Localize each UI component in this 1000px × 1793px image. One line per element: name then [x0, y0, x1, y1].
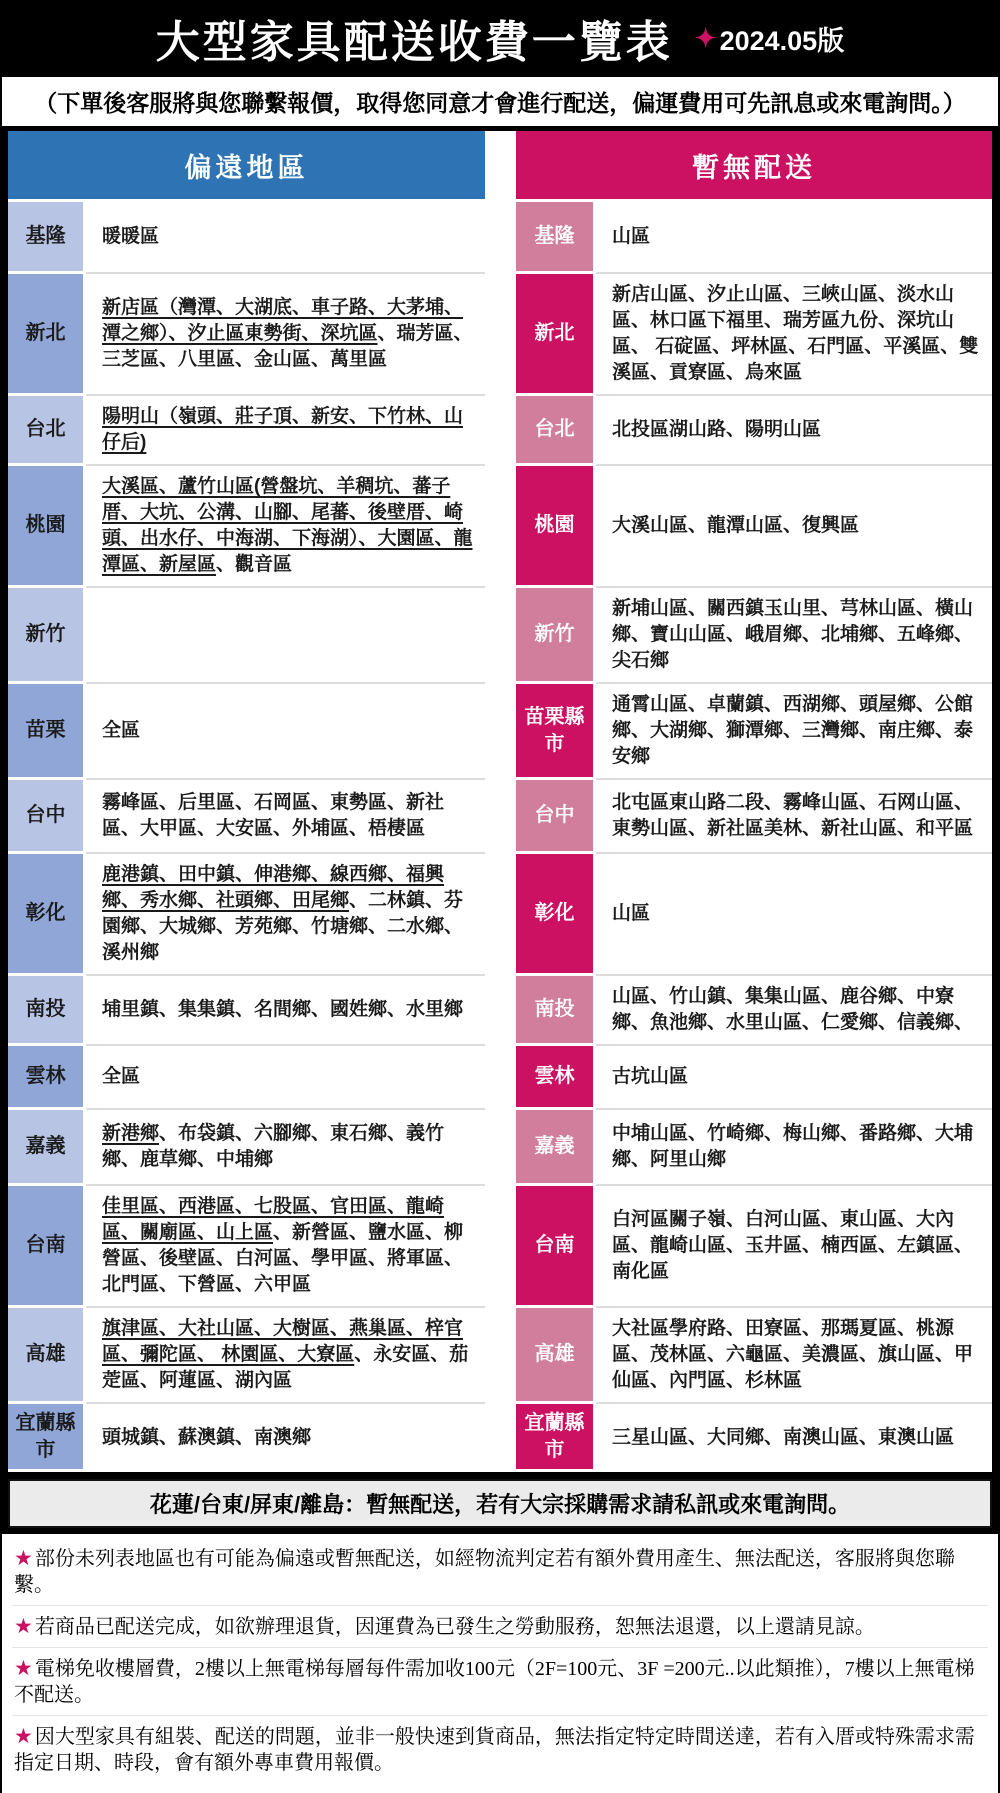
- remote-region-label: 新北: [8, 274, 86, 396]
- no-delivery-region-label: 彰化: [516, 854, 596, 976]
- table-row: [8, 1308, 992, 1404]
- column-divider: [485, 1308, 516, 1404]
- no-delivery-region-label: 台北: [516, 396, 596, 466]
- no-delivery-areas: 北屯區東山路二段、霧峰山區、石网山區、東勢山區、新社區美林、新社山區、和平區: [596, 780, 992, 854]
- table-row: [8, 1404, 992, 1472]
- page-title: 大型家具配送收費一覽表: [155, 18, 673, 67]
- no-delivery-areas: 白河區關子嶺、白河山區、東山區、大內區、龍崎山區、玉井區、楠西區、左鎮區、南化區: [596, 1186, 992, 1308]
- table-row: [8, 976, 992, 1046]
- table-row: [8, 396, 992, 466]
- no-delivery-region-label: 宜蘭縣市: [516, 1404, 596, 1472]
- remote-region-areas: 新港鄉、布袋鎮、六腳鄉、東石鄉、義竹鄉、鹿草鄉、中埔鄉: [86, 1110, 485, 1186]
- table-row: [8, 684, 992, 780]
- remote-region-label: 南投: [8, 976, 86, 1046]
- no-delivery-areas: 新埔山區、關西鎮玉山里、芎林山區、橫山鄉、寶山山區、峨眉鄉、北埔鄉、五峰鄉、尖石鄉: [596, 588, 992, 684]
- table-row: [8, 1110, 992, 1186]
- column-divider: [485, 274, 516, 396]
- no-delivery-areas: 山區、竹山鎮、集集山區、鹿谷鄉、中寮鄉、魚池鄉、水里山區、仁愛鄉、信義鄉、: [596, 976, 992, 1046]
- remote-region-label: 雲林: [8, 1046, 86, 1110]
- remote-region-label: 彰化: [8, 854, 86, 976]
- remote-region-label: 台南: [8, 1186, 86, 1308]
- column-divider: [485, 854, 516, 976]
- no-delivery-region-label: 南投: [516, 976, 596, 1046]
- star-icon: ★: [14, 1615, 33, 1638]
- remote-region-label: 基隆: [8, 202, 86, 274]
- column-divider: [485, 684, 516, 780]
- no-delivery-region-label: 高雄: [516, 1308, 596, 1404]
- star-icon: ★: [14, 1725, 33, 1748]
- remote-region-areas: 大溪區、蘆竹山區(營盤坑、羊稠坑、蕃子厝、大坑、公溝、山腳、尾蕃、後壁厝、崎頭、出水仔、中海湖、下海湖）、大園區、龍潭區、新屋區、觀音區: [86, 466, 485, 588]
- remote-region-label: 台北: [8, 396, 86, 466]
- no-delivery-region-label: 基隆: [516, 202, 596, 274]
- no-delivery-areas: 北投區湖山路、陽明山區: [596, 396, 992, 466]
- column-divider: [485, 976, 516, 1046]
- column-divider: [485, 1186, 516, 1308]
- footnote: ★ 因大型家具有組裝、配送的問題，並非一般快速到貨商品，無法指定特定時間送達，若有入厝或特殊需求需指定日期、時段，會有額外專車費用報價。: [14, 1725, 975, 1774]
- no-delivery-region-label: 桃園: [516, 466, 596, 588]
- remote-region-label: 嘉義: [8, 1110, 86, 1186]
- table-row: [8, 854, 992, 976]
- diamond-star-icon: ✦: [694, 22, 717, 53]
- delivery-table: [8, 131, 992, 1472]
- version-badge: [695, 19, 844, 58]
- table-row: [8, 1186, 992, 1308]
- no-delivery-areas: 通霄山區、卓蘭鎮、西湖鄉、頭屋鄉、公館鄉、大湖鄉、獅潭鄉、三灣鄉、南庄鄉、泰安鄉: [596, 684, 992, 780]
- remote-region-label: 台中: [8, 780, 86, 854]
- table-row: [8, 466, 992, 588]
- remote-region-areas: 鹿港鎮、田中鎮、伸港鄉、線西鄉、福興鄉、秀水鄉、社頭鄉、田尾鄉、二林鎮、芬園鄉、大城鄉、芳苑鄉、竹塘鄉、二水鄉、溪州鄉: [86, 854, 485, 976]
- remote-region-areas: 頭城鎮、蘇澳鎮、南澳鄉: [86, 1404, 485, 1472]
- remote-region-areas: 埔里鎮、集集鎮、名間鄉、國姓鄉、水里鄉: [86, 976, 485, 1046]
- table-row: [8, 274, 992, 396]
- table-row: [8, 780, 992, 854]
- remote-region-areas: 新店區（灣潭、大湖底、車子路、大茅埔、潭之鄉）、汐止區東勢街、深坑區、瑞芳區、三芝區、八里區、金山區、萬里區: [86, 274, 485, 396]
- column-header-remote-areas: 偏遠地區: [8, 131, 485, 199]
- table-row: [8, 588, 992, 684]
- column-divider: [485, 202, 516, 274]
- no-delivery-areas: 新店山區、汐止山區、三峽山區、淡水山區、林口區下福里、瑞芳區九份、深坑山區、 石碇區、坪林區、石門區、平溪區、雙溪區、貢寮區、烏來區: [596, 274, 992, 396]
- column-divider: [485, 1404, 516, 1472]
- subtitle-note: （下單後客服將與您聯繫報價，取得您同意才會進行配送，偏運費用可先訊息或來電詢問。）: [2, 77, 998, 126]
- bottom-banner: 花蓮/台東/屏東/離島：暫無配送，若有大宗採購需求請私訊或來電詢問。: [8, 1479, 992, 1528]
- no-delivery-region-label: 雲林: [516, 1046, 596, 1110]
- remote-region-label: 苗栗: [8, 684, 86, 780]
- remote-region-label: 宜蘭縣市: [8, 1404, 86, 1472]
- no-delivery-areas: 三星山區、大同鄉、南澳山區、東澳山區: [596, 1404, 992, 1472]
- column-divider: [485, 588, 516, 684]
- footnotes: [2, 1534, 998, 1793]
- footnote: ★ 若商品已配送完成，如欲辦理退貨，因運費為已發生之勞動服務，恕無法退還，以上還請見諒。: [12, 1606, 988, 1648]
- remote-region-label: 高雄: [8, 1308, 86, 1404]
- no-delivery-region-label: 新竹: [516, 588, 596, 684]
- remote-region-areas: 全區: [86, 684, 485, 780]
- column-header-no-delivery: 暫無配送: [516, 131, 992, 199]
- remote-region-areas: 全區: [86, 1046, 485, 1110]
- column-divider: [485, 131, 516, 199]
- column-divider: [485, 466, 516, 588]
- column-divider: [485, 396, 516, 466]
- remote-region-areas: [86, 588, 485, 684]
- column-divider: [485, 1110, 516, 1186]
- no-delivery-region-label: 新北: [516, 274, 596, 396]
- remote-region-areas: 霧峰區、后里區、石岡區、東勢區、新社區、大甲區、大安區、外埔區、梧棲區: [86, 780, 485, 854]
- no-delivery-region-label: 台中: [516, 780, 596, 854]
- no-delivery-region-label: 台南: [516, 1186, 596, 1308]
- no-delivery-areas: 古坑山區: [596, 1046, 992, 1110]
- remote-region-areas: 旗津區、大社山區、大樹區、燕巢區、梓官區、彌陀區、 林園區、大寮區、永安區、茄萣區、阿蓮區、湖內區: [86, 1308, 485, 1404]
- remote-region-areas: 暖暖區: [86, 202, 485, 274]
- no-delivery-areas: 大社區學府路、田寮區、那瑪夏區、桃源區、茂林區、六龜區、美濃區、旗山區、甲仙區、內門區、杉林區: [596, 1308, 992, 1404]
- no-delivery-areas: 中埔山區、竹崎鄉、梅山鄉、番路鄉、大埔鄉、阿里山鄉: [596, 1110, 992, 1186]
- footnote: ★ 電梯免收樓層費，2樓以上無電梯每層每件需加收100元（2F=100元、3F =200元..以此類推），7樓以上無電梯不配送。: [12, 1648, 988, 1716]
- star-icon: ★: [14, 1657, 33, 1680]
- table-body: [8, 202, 992, 1472]
- star-icon: ★: [14, 1547, 33, 1570]
- title-bar: [0, 0, 1000, 70]
- no-delivery-areas: 山區: [596, 202, 992, 274]
- remote-region-label: 新竹: [8, 588, 86, 684]
- no-delivery-region-label: 嘉義: [516, 1110, 596, 1186]
- column-divider: [485, 1046, 516, 1110]
- table-row: [8, 202, 992, 274]
- remote-region-areas: 陽明山（嶺頭、莊子頂、新安、下竹林、山仔后): [86, 396, 485, 466]
- table-row: [8, 1046, 992, 1110]
- footnote: ★ 部份未列表地區也有可能為偏遠或暫無配送，如經物流判定若有額外費用產生、無法配送，客服將與您聯繫。: [12, 1538, 988, 1606]
- table-header-row: [8, 131, 992, 199]
- no-delivery-areas: 山區: [596, 854, 992, 976]
- remote-region-label: 桃園: [8, 466, 86, 588]
- remote-region-areas: 佳里區、西港區、七股區、官田區、龍崎區、關廟區、山上區、新營區、鹽水區、柳營區、後壁區、白河區、學甲區、將軍區、北門區、下營區、六甲區: [86, 1186, 485, 1308]
- no-delivery-areas: 大溪山區、龍潭山區、復興區: [596, 466, 992, 588]
- column-divider: [485, 780, 516, 854]
- no-delivery-region-label: 苗栗縣市: [516, 684, 596, 780]
- version-label: 2024.05版: [719, 25, 845, 56]
